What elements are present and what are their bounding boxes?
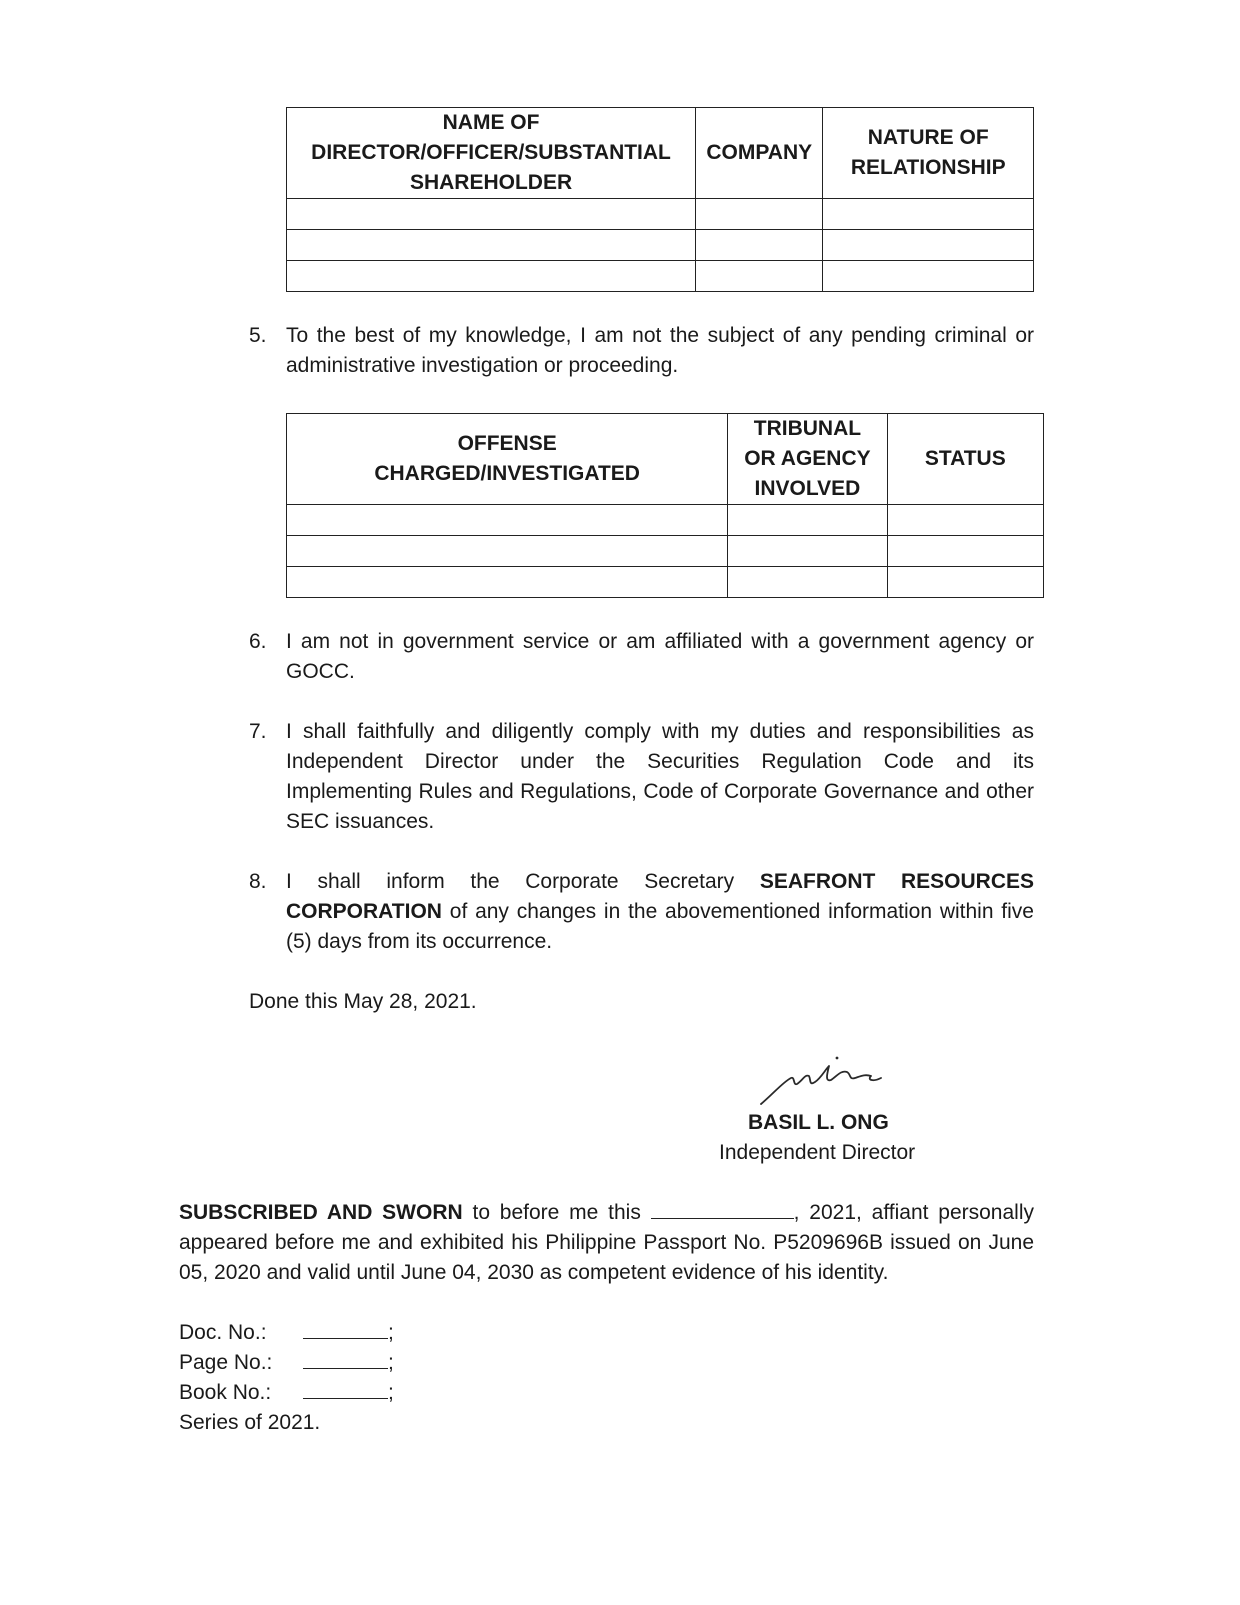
series-line: Series of 2021.	[179, 1411, 321, 1434]
doc-no-label: Doc. No.:	[179, 1321, 267, 1344]
table-row	[287, 536, 1044, 567]
jurat-paragraph	[179, 1198, 1034, 1288]
doc-no-blank	[303, 1318, 388, 1339]
column-header-nature: NATURE OF RELATIONSHIP	[823, 108, 1034, 199]
jurat-date-blank	[651, 1198, 794, 1219]
item-5-number: 5.	[249, 324, 267, 347]
book-no-label: Book No.:	[179, 1381, 272, 1404]
page-no-label: Page No.:	[179, 1351, 273, 1374]
doc-no-field	[303, 1318, 394, 1348]
column-header-offense: OFFENSE CHARGED/INVESTIGATED	[287, 414, 728, 505]
jurat-text-a: to before me this	[472, 1201, 641, 1224]
jurat-lead: SUBSCRIBED AND SWORN	[179, 1201, 463, 1224]
item-8-text-after: of any changes in the abovementioned information within five (5) days from its occurrence.	[286, 900, 1034, 953]
page-no-field	[303, 1348, 394, 1378]
column-header-name: NAME OF DIRECTOR/OFFICER/SUBSTANTIAL SHAREHOLDER	[287, 108, 696, 199]
table-row	[287, 199, 1034, 230]
item-6-text: I am not in government service or am affiliated with a government agency or GOCC.	[286, 630, 1034, 683]
table-header-row	[287, 414, 1044, 505]
item-8-text-before: I shall inform the Corporate Secretary	[286, 870, 735, 893]
book-no-field	[303, 1378, 394, 1408]
done-date-line: Done this May 28, 2021.	[249, 990, 477, 1013]
page-no-blank	[303, 1348, 388, 1369]
table-row	[287, 230, 1034, 261]
column-header-company: COMPANY	[696, 108, 823, 199]
book-no-terminator: ;	[388, 1381, 394, 1404]
table-row	[287, 567, 1044, 598]
page-no-terminator: ;	[388, 1351, 394, 1374]
signatory-title: Independent Director	[719, 1141, 916, 1164]
doc-no-terminator: ;	[388, 1321, 394, 1344]
column-header-status: STATUS	[887, 414, 1043, 505]
item-7-number: 7.	[249, 720, 267, 743]
table-header-row	[287, 108, 1034, 199]
item-8-number: 8.	[249, 870, 267, 893]
item-7-text: I shall faithfully and diligently comply with my duties and responsibilities as Independent Director under the Securities Regulation Code and its Implementing Rules and Regulations, Code of Corporate Governance and other SEC issuances.	[286, 720, 1034, 833]
column-header-tribunal: TRIBUNAL OR AGENCY INVOLVED	[728, 414, 887, 505]
item-6-number: 6.	[249, 630, 267, 653]
company-name: SEAFRONT RESOURCES CORPORATION	[286, 870, 1035, 923]
book-no-blank	[303, 1378, 388, 1399]
table-row	[287, 261, 1034, 292]
table-row	[287, 505, 1044, 536]
jurat-text-b: , 2021, affiant personally appeared before me and exhibited his Philippine Passport No. P5209696B issued on June 05, 2020 and valid until June 04, 2030 as competent evidence of his identity.	[179, 1201, 1034, 1284]
item-5-text: To the best of my knowledge, I am not the subject of any pending criminal or administrative investigation or proceeding.	[286, 324, 1034, 377]
relationship-table	[286, 107, 1034, 292]
investigation-table	[286, 413, 1044, 598]
signature-image	[755, 1052, 895, 1110]
signatory-name: BASIL L. ONG	[748, 1111, 889, 1134]
item-8-text	[286, 867, 1034, 957]
